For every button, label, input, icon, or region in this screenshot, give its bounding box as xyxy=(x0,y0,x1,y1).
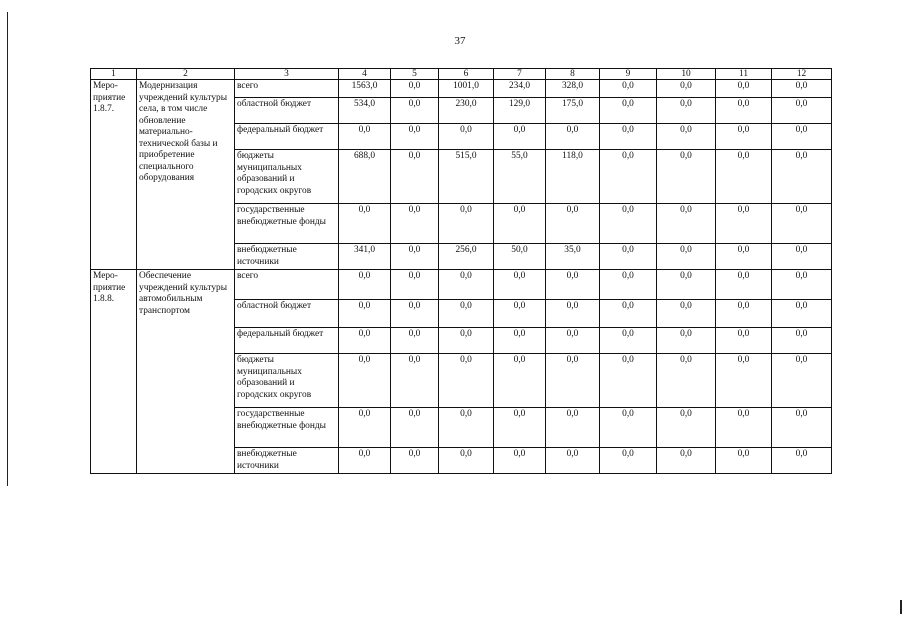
amount-cell: 0,0 xyxy=(772,150,832,204)
column-number-cell: 6 xyxy=(439,69,494,80)
amount-cell: 0,0 xyxy=(716,300,772,328)
amount-cell: 0,0 xyxy=(391,98,439,124)
amount-cell: 234,0 xyxy=(494,80,546,98)
amount-cell: 0,0 xyxy=(439,354,494,408)
amount-cell: 0,0 xyxy=(339,408,391,448)
amount-cell: 55,0 xyxy=(494,150,546,204)
amount-cell: 0,0 xyxy=(772,98,832,124)
amount-cell: 0,0 xyxy=(657,150,716,204)
right-edge-mark xyxy=(900,600,902,614)
amount-cell: 0,0 xyxy=(772,80,832,98)
amount-cell: 0,0 xyxy=(546,408,600,448)
amount-cell: 0,0 xyxy=(657,80,716,98)
amount-cell: 0,0 xyxy=(657,98,716,124)
column-number-cell: 4 xyxy=(339,69,391,80)
amount-cell: 0,0 xyxy=(716,270,772,300)
amount-cell: 0,0 xyxy=(494,204,546,244)
amount-cell: 0,0 xyxy=(657,448,716,474)
table-row xyxy=(91,270,832,300)
amount-cell: 534,0 xyxy=(339,98,391,124)
amount-cell: 0,0 xyxy=(494,408,546,448)
amount-cell: 0,0 xyxy=(546,300,600,328)
column-number-cell: 1 xyxy=(91,69,137,80)
amount-cell: 0,0 xyxy=(439,124,494,150)
amount-cell: 0,0 xyxy=(339,328,391,354)
table-row xyxy=(91,80,832,98)
column-number-cell: 12 xyxy=(772,69,832,80)
amount-cell: 0,0 xyxy=(716,204,772,244)
amount-cell: 0,0 xyxy=(391,244,439,270)
amount-cell: 0,0 xyxy=(772,300,832,328)
amount-cell: 1001,0 xyxy=(439,80,494,98)
amount-cell: 0,0 xyxy=(391,354,439,408)
funding-source: всего xyxy=(235,270,339,300)
amount-cell: 0,0 xyxy=(391,408,439,448)
amount-cell: 0,0 xyxy=(439,408,494,448)
amount-cell: 0,0 xyxy=(657,244,716,270)
amount-cell: 0,0 xyxy=(657,204,716,244)
amount-cell: 0,0 xyxy=(600,408,657,448)
amount-cell: 0,0 xyxy=(716,98,772,124)
amount-cell: 341,0 xyxy=(339,244,391,270)
amount-cell: 0,0 xyxy=(600,124,657,150)
amount-cell: 0,0 xyxy=(391,328,439,354)
amount-cell: 0,0 xyxy=(716,354,772,408)
funding-source: федеральный бюджет xyxy=(235,124,339,150)
amount-cell: 0,0 xyxy=(772,328,832,354)
budget-table xyxy=(90,68,832,474)
amount-cell: 0,0 xyxy=(339,124,391,150)
amount-cell: 0,0 xyxy=(657,300,716,328)
amount-cell: 0,0 xyxy=(339,448,391,474)
amount-cell: 0,0 xyxy=(716,124,772,150)
amount-cell: 0,0 xyxy=(339,300,391,328)
amount-cell: 0,0 xyxy=(716,244,772,270)
amount-cell: 0,0 xyxy=(657,328,716,354)
amount-cell: 0,0 xyxy=(339,270,391,300)
funding-source: внебюджетные источники xyxy=(235,244,339,270)
measure-code: Меро-приятие 1.8.8. xyxy=(91,270,137,474)
amount-cell: 328,0 xyxy=(546,80,600,98)
amount-cell: 0,0 xyxy=(716,328,772,354)
funding-source: бюджеты муниципальных образований и городских округов xyxy=(235,354,339,408)
funding-source: государственные внебюджетные фонды xyxy=(235,204,339,244)
amount-cell: 129,0 xyxy=(494,98,546,124)
amount-cell: 0,0 xyxy=(494,270,546,300)
amount-cell: 0,0 xyxy=(600,244,657,270)
column-number-cell: 10 xyxy=(657,69,716,80)
amount-cell: 0,0 xyxy=(657,270,716,300)
amount-cell: 0,0 xyxy=(391,80,439,98)
amount-cell: 0,0 xyxy=(716,80,772,98)
amount-cell: 0,0 xyxy=(772,408,832,448)
amount-cell: 0,0 xyxy=(391,204,439,244)
amount-cell: 0,0 xyxy=(600,300,657,328)
amount-cell: 175,0 xyxy=(546,98,600,124)
funding-source: всего xyxy=(235,80,339,98)
amount-cell: 0,0 xyxy=(600,448,657,474)
amount-cell: 0,0 xyxy=(600,204,657,244)
measure-title: Модернизация учреждений культуры села, в том числе обновление материально-технической базы и приобретение специального оборудования xyxy=(137,80,235,270)
measure-title: Обеспечение учреждений культуры автомобильным транспортом xyxy=(137,270,235,474)
amount-cell: 0,0 xyxy=(657,124,716,150)
amount-cell: 0,0 xyxy=(772,448,832,474)
amount-cell: 0,0 xyxy=(391,150,439,204)
amount-cell: 0,0 xyxy=(494,328,546,354)
amount-cell: 0,0 xyxy=(772,270,832,300)
amount-cell: 0,0 xyxy=(439,270,494,300)
page-number: 37 xyxy=(454,35,466,47)
column-number-cell: 9 xyxy=(600,69,657,80)
funding-source: федеральный бюджет xyxy=(235,328,339,354)
funding-source: бюджеты муниципальных образований и городских округов xyxy=(235,150,339,204)
amount-cell: 0,0 xyxy=(494,448,546,474)
column-number-cell: 11 xyxy=(716,69,772,80)
amount-cell: 0,0 xyxy=(339,204,391,244)
amount-cell: 0,0 xyxy=(494,300,546,328)
measure-code: Меро-приятие 1.8.7. xyxy=(91,80,137,270)
amount-cell: 515,0 xyxy=(439,150,494,204)
amount-cell: 0,0 xyxy=(391,448,439,474)
amount-cell: 0,0 xyxy=(546,328,600,354)
funding-source: государственные внебюджетные фонды xyxy=(235,408,339,448)
amount-cell: 0,0 xyxy=(600,354,657,408)
amount-cell: 1563,0 xyxy=(339,80,391,98)
funding-source: областной бюджет xyxy=(235,98,339,124)
amount-cell: 0,0 xyxy=(546,354,600,408)
amount-cell: 0,0 xyxy=(772,124,832,150)
amount-cell: 0,0 xyxy=(546,204,600,244)
funding-source: внебюджетные источники xyxy=(235,448,339,474)
amount-cell: 0,0 xyxy=(600,80,657,98)
amount-cell: 0,0 xyxy=(772,244,832,270)
amount-cell: 0,0 xyxy=(657,408,716,448)
amount-cell: 0,0 xyxy=(546,448,600,474)
amount-cell: 0,0 xyxy=(439,204,494,244)
column-number-cell: 5 xyxy=(391,69,439,80)
amount-cell: 256,0 xyxy=(439,244,494,270)
amount-cell: 0,0 xyxy=(494,354,546,408)
amount-cell: 0,0 xyxy=(494,124,546,150)
amount-cell: 0,0 xyxy=(772,204,832,244)
column-number-row xyxy=(91,69,832,80)
amount-cell: 0,0 xyxy=(391,124,439,150)
amount-cell: 0,0 xyxy=(600,150,657,204)
amount-cell: 0,0 xyxy=(716,448,772,474)
column-number-cell: 2 xyxy=(137,69,235,80)
amount-cell: 118,0 xyxy=(546,150,600,204)
amount-cell: 0,0 xyxy=(439,328,494,354)
funding-source: областной бюджет xyxy=(235,300,339,328)
amount-cell: 0,0 xyxy=(439,300,494,328)
amount-cell: 0,0 xyxy=(600,98,657,124)
amount-cell: 230,0 xyxy=(439,98,494,124)
amount-cell: 0,0 xyxy=(391,270,439,300)
amount-cell: 0,0 xyxy=(772,354,832,408)
column-number-cell: 7 xyxy=(494,69,546,80)
amount-cell: 0,0 xyxy=(600,328,657,354)
amount-cell: 688,0 xyxy=(339,150,391,204)
column-number-cell: 3 xyxy=(235,69,339,80)
amount-cell: 0,0 xyxy=(339,354,391,408)
amount-cell: 50,0 xyxy=(494,244,546,270)
amount-cell: 0,0 xyxy=(546,124,600,150)
left-margin-rule xyxy=(7,12,8,486)
amount-cell: 0,0 xyxy=(600,270,657,300)
amount-cell: 0,0 xyxy=(439,448,494,474)
amount-cell: 0,0 xyxy=(391,300,439,328)
amount-cell: 0,0 xyxy=(716,408,772,448)
column-number-cell: 8 xyxy=(546,69,600,80)
amount-cell: 0,0 xyxy=(546,270,600,300)
amount-cell: 0,0 xyxy=(657,354,716,408)
amount-cell: 0,0 xyxy=(716,150,772,204)
amount-cell: 35,0 xyxy=(546,244,600,270)
